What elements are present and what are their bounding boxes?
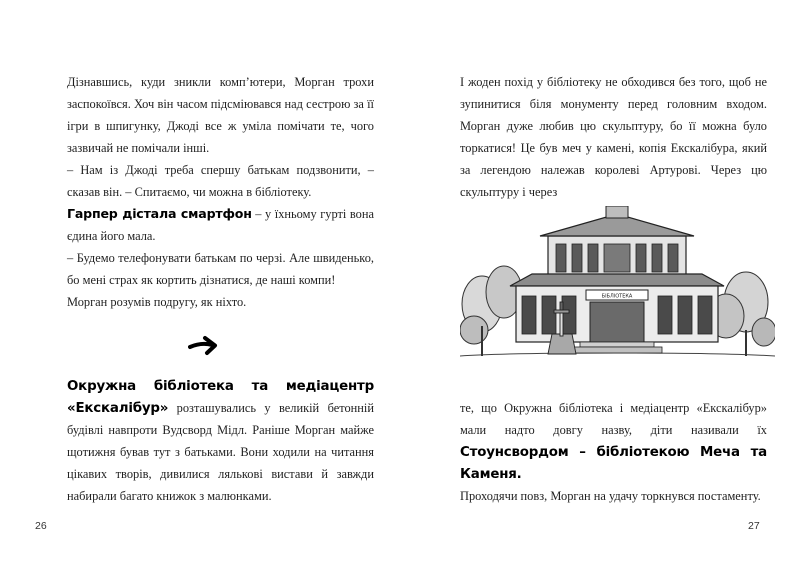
library-building-illustration: [460, 206, 775, 364]
paragraph-harper-phone: [67, 203, 374, 248]
harper-phrase: Гарпер дістала смартфон: [67, 206, 252, 222]
right-page-top-text: [460, 72, 767, 203]
library-rest: розташувались у великій бетонній будівлі навпроти Вудсворд Мідл. Раніше Морган майже щотижня бував тут з батьками. Вони ходили на читання цікавих творів, дивилися лялькові вистави й завжди набирали багато книжок з малюнками.: [67, 400, 374, 503]
library-name: Окружна бібліотека та медіацентр «Екскалібур»: [67, 379, 374, 416]
paragraph-library: [67, 376, 374, 507]
paragraph-long-name: [460, 398, 767, 486]
paragraph-monument: І жоден похід у бібліотеку не обходився без того, щоб не зупинитися біля монументу перед головним входом. Морган дуже любив цю скульптуру, бо її можна було торкатися! Це був меч у камені, копія Екскалібура, який за легендою належав королеві Артурові. Через цю скульптуру і через: [460, 75, 767, 199]
library-sign-text: БІБЛІОТЕКА: [601, 293, 633, 300]
page-number-right: 27: [748, 520, 760, 532]
right-page: [400, 0, 800, 568]
paragraph-take-turns: – Будемо телефонувати батькам по черзі. Але швиденько, бо мені страх як кортить дізнатися, де наші компи!: [67, 251, 374, 288]
paragraph-morgan-calmed: Дізнавшись, куди зникли комп’ютери, Морган трохи заспокоївся. Хоч він часом підсміювався над сестрою за її ігри в шпигунку, Джоді все ж уміла помічати те, чого зазвичай не помічали інші.: [67, 75, 374, 155]
right-page-bottom-text: [460, 398, 767, 508]
paragraph-touched-pedestal: Проходячи повз, Морган на удачу торкнувся постаменту.: [460, 488, 761, 503]
left-page-top-text: [67, 72, 374, 314]
harper-rest: – у їхньому гурті вона єдина його мала.: [67, 207, 375, 244]
page-number-left: 26: [35, 520, 47, 532]
left-page-bottom-text: [67, 376, 374, 507]
continuation-text: те, що Окружна бібліотека і медіацентр «Екскалібур» мали надто довгу назву, діти називали їх: [460, 401, 767, 437]
arrow-icon: [188, 334, 220, 358]
tree-left: [460, 266, 522, 344]
paragraph-understood: Морган розумів подругу, як ніхто.: [67, 295, 247, 310]
stonesword-nickname: Стоунсвордом – бібліотекою Меча та Каменя.: [460, 444, 767, 482]
paragraph-call-parents: – Нам із Джоді треба спершу батькам подзвонити, – сказав він. – Спитаємо, чи можна в бібліотеку.: [67, 162, 374, 199]
